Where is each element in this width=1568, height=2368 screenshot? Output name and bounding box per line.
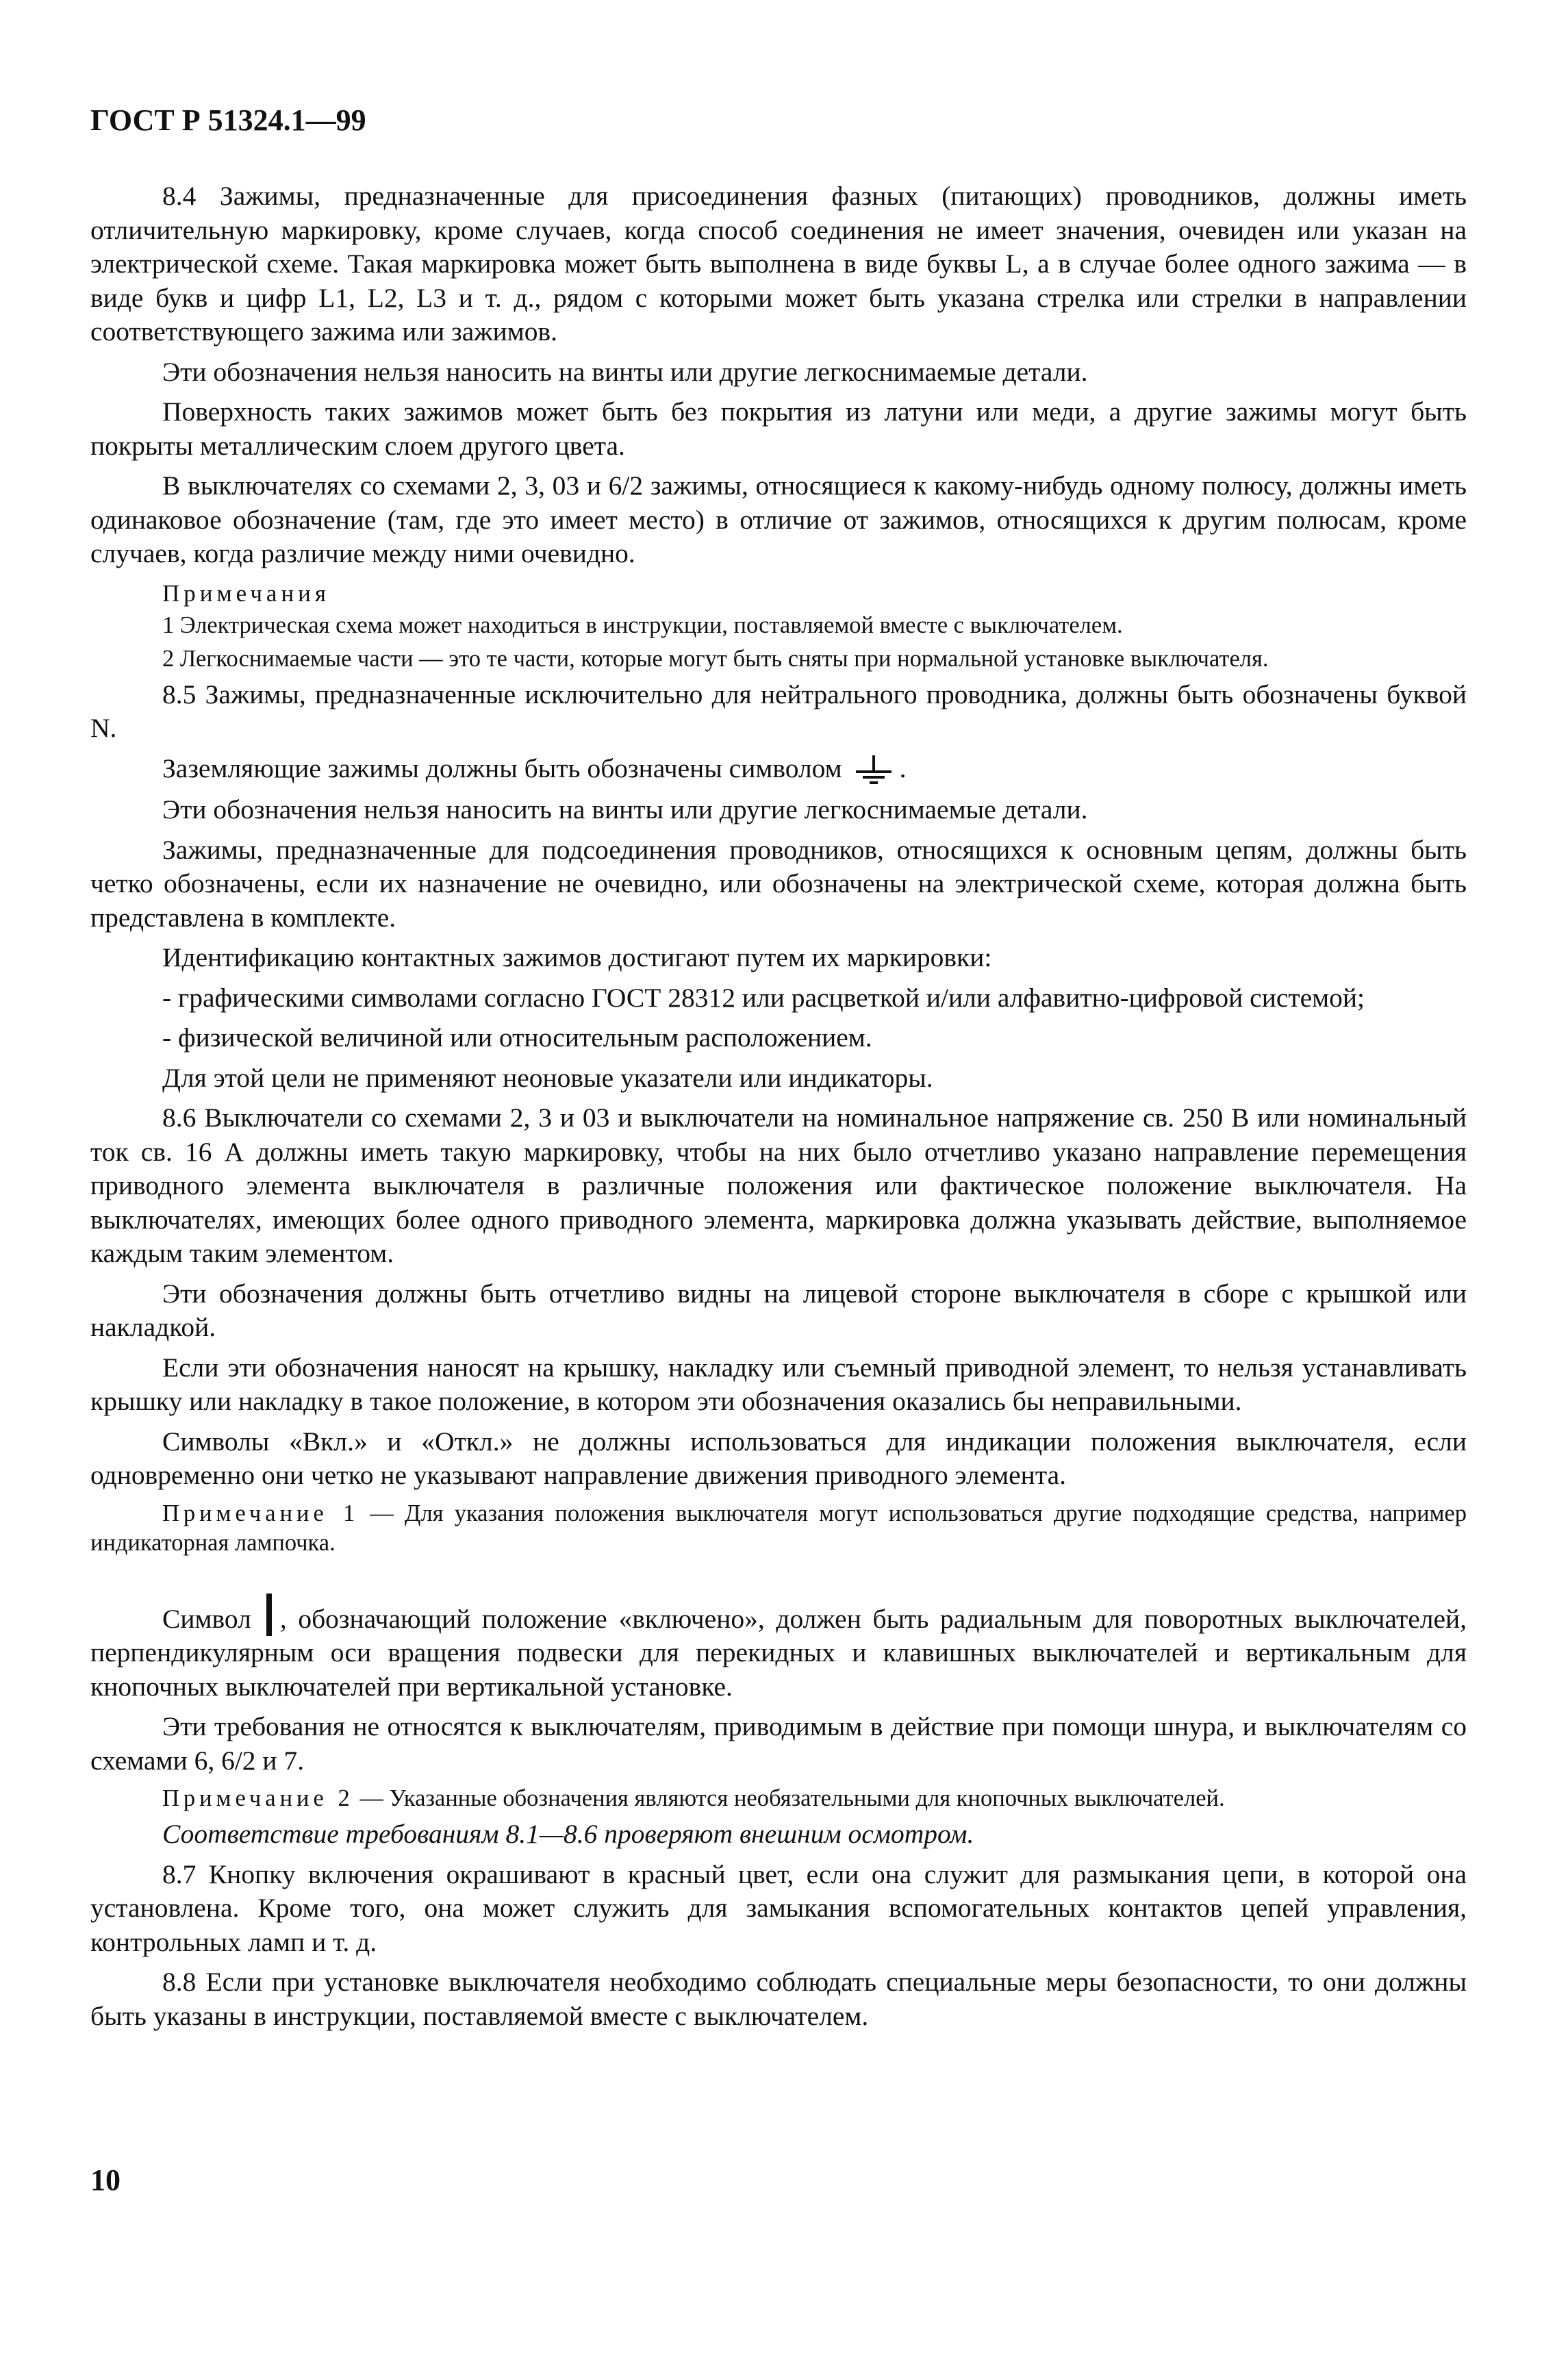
note-label: Примечание 2 — [162, 1785, 354, 1812]
paragraph-8-4-b: Эти обозначения нельзя наносить на винты или другие легкоснимаемые детали. — [162, 356, 1088, 387]
paragraph-8-6-f: Эти требования не относятся к выключателям, приводимым в действие при помощи шнура, и выключателям со схемами 6, 6/2 и 7. — [90, 1711, 1467, 1776]
note-text: — Указанные обозначения являются необязательными для кнопочных выключателей. — [353, 1785, 1225, 1812]
paragraph-8-4-d: В выключателях со схемами 2, 3, 03 и 6/2 зажимы, относящиеся к какому-нибудь одному полюсу, должны иметь одинаковое обозначение (там, где это имеет место) в отличие от зажимов, относящихся к другим полюсам, кроме случаев, когда различие между ними очевидно. — [90, 470, 1467, 568]
paragraph-8-7: 8.7 Кнопку включения окрашивают в красный цвет, если она служит для размыкания цепи, в которой она установлена. Кроме того, она может служить для замыкания вспомогательных контактов цепей управления, контрольных ламп и т. д. — [90, 1859, 1467, 1957]
notes-heading: Примечания — [162, 579, 331, 607]
note-8-6-2 — [90, 1784, 1467, 1813]
ground-symbol-period: . — [899, 753, 907, 783]
paragraph-8-5-h: Для этой цели не применяют неоновые указатели или индикаторы. — [162, 1062, 933, 1093]
list-item-physical-quantity: - физической величиной или относительным расположением. — [162, 1022, 872, 1053]
note-8-6-1 — [90, 1499, 1467, 1558]
ground-symbol-icon — [852, 754, 896, 787]
note-1: 1 Электрическая схема может находиться в инструкции, поставляемой вместе с выключателем. — [162, 612, 1123, 638]
note-label: Примечание 1 — [162, 1500, 359, 1526]
paragraph-8-6-symbol — [90, 1594, 1467, 1704]
paragraph-8-6-b: Эти обозначения должны быть отчетливо видны на лицевой стороне выключателя в сборе с крышкой или накладкой. — [90, 1278, 1467, 1343]
on-position-icon — [264, 1594, 275, 1636]
paragraph-8-5-b — [90, 752, 1467, 788]
paragraph-8-5-c: Эти обозначения нельзя наносить на винты или другие легкоснимаемые детали. — [162, 794, 1088, 825]
paragraph-8-4: 8.4 Зажимы, предназначенные для присоединения фазных (питающих) проводников, должны иметь отличительную маркировку, кроме случаев, когда способ соединения не имеет значения, очевиден или указан на электрической схеме. Такая маркировка может быть выполнена в виде буквы L, а в случае более одного зажима — в виде букв и цифр L1, L2, L3 и т. д., рядом с которыми может быть указана стрелка или стрелки в направлении соответствующего зажима или зажимов. — [90, 181, 1467, 347]
paragraph-8-5-e: Идентификацию контактных зажимов достигают путем их маркировки: — [162, 942, 992, 973]
note-2: 2 Легкоснимаемые части — это те части, которые могут быть сняты при нормальной установке выключателя. — [162, 645, 1269, 672]
paragraph-8-6: 8.6 Выключатели со схемами 2, 3 и 03 и выключатели на номинальное напряжение св. 250 В или номинальный ток св. 16 А должны иметь такую маркировку, чтобы на них было отчетливо указано направление перемещения приводного элемента выключателя в различные положения или фактическое положение выключателя. На выключателях, имеющих более одного приводного элемента, маркировка должна указывать действие, выполняемое каждым таким элементом. — [90, 1103, 1467, 1269]
compliance-statement: Соответствие требованиям 8.1—8.6 проверяют внешним осмотром. — [162, 1819, 974, 1850]
document-code-header: ГОСТ Р 51324.1—99 — [90, 103, 366, 137]
paragraph-8-5: 8.5 Зажимы, предназначенные исключительно для нейтрального проводника, должны быть обозначены буквой N. — [90, 679, 1467, 743]
paragraph-8-5-d: Зажимы, предназначенные для подсоединения проводников, относящихся к основным цепям, должны быть четко обозначены, если их назначение не очевидно, или обозначены на электрической схеме, которая должна быть представлена в комплекте. — [90, 834, 1467, 933]
note-text: — Для указания положения выключателя могут использоваться другие подходящие средства, например индикаторная лампочка. — [90, 1500, 1467, 1556]
page-number: 10 — [90, 2163, 121, 2197]
spacer — [90, 1562, 1467, 1594]
symbol-word: Символ — [162, 1603, 251, 1634]
paragraph-8-4-c: Поверхность таких зажимов может быть без покрытия из латуни или меди, а другие зажимы могут быть покрыты металлическим слоем другого цвета. — [90, 396, 1467, 461]
paragraph-8-8: 8.8 Если при установке выключателя необходимо соблюдать специальные меры безопасности, то они должны быть указаны в инструкции, поставляемой вместе с выключателем. — [90, 1967, 1467, 2031]
paragraph-8-6-c: Если эти обозначения наносят на крышку, накладку или съемный приводной элемент, то нельзя устанавливать крышку или накладку в такое положение, в котором эти обозначения оказались бы неправильными. — [90, 1352, 1467, 1417]
list-item-graphic-symbols: - графическими символами согласно ГОСТ 28312 или расцветкой и/или алфавитно-цифровой системой; — [162, 982, 1365, 1013]
symbol-description: , обозначающий положение «включено», должен быть радиальным для поворотных выключателей, перпендикулярным оси вращения подвески для перекидных и клавишных выключателей и вертикальным для кнопочных выключателей при вертикальной установке. — [90, 1603, 1467, 1702]
ground-symbol-text: Заземляющие зажимы должны быть обозначены символом — [162, 753, 842, 783]
paragraph-8-6-d: Символы «Вкл.» и «Откл.» не должны использоваться для индикации положения выключателя, если одновременно они четко не указывают направление движения приводного элемента. — [90, 1426, 1467, 1491]
document-body — [90, 179, 1467, 2039]
